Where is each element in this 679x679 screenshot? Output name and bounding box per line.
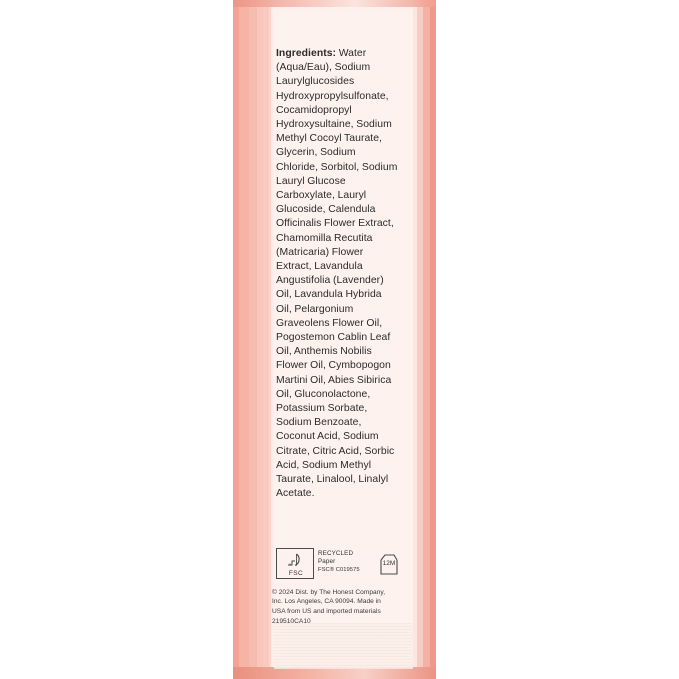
lot-code: 219510CA10 [272, 618, 311, 626]
ingredients-text [276, 47, 398, 502]
recycled-line-2: Paper [318, 558, 336, 566]
carton-top-edge [233, 0, 436, 7]
fsc-code: FSC® C019575 [318, 567, 360, 573]
legal-text [272, 588, 407, 627]
legal-line-2: Inc. Los Angeles, CA 90094. Made in [272, 598, 381, 606]
legal-line-3: USA from US and imported materials [272, 607, 381, 615]
fsc-label: FSC [288, 570, 304, 577]
ingredients-heading: Ingredients: [276, 48, 337, 59]
ingredients-list: Water (Aqua/Eau), Sodium Laurylglucosides Hydroxypropylsulfonate, Cocamidopropyl Hydroxysultaine, Sodium Methyl Cocoyl Taurate, Glycerin, Sodium Chloride, Sorbitol, Sodium Lauryl Glucose Carboxylate, Lauryl Glucoside, Calendula Officinalis Flower Extract, Chamomilla Recutita (Matricaria) Flower Extract, Lavandula Angustifolia (Lavender) Oil, Lavandula Hybrida Oil, Pelargonium Graveolens Flower Oil, Pogostemon Cablin Leaf Oil, Anthemis Nobilis Flower Oil, Cymbopogon Martini Oil, Abies Sibirica Oil, Gluconolactone, Potassium Sorbate, Sodium Benzoate, Coconut Acid, Sodium Citrate, Citric Acid, Sorbic Acid, Sodium Methyl Taurate, Linalool, Linalyl Acetate. [276, 48, 398, 500]
fsc-badge [276, 548, 314, 579]
recycled-line-1: RECYCLED [318, 550, 354, 557]
legal-line-1: © 2024 Dist. by The Honest Company, [272, 589, 386, 596]
fsc-tree-checkmark-icon [286, 552, 306, 568]
carton-panel-texture [274, 623, 413, 669]
certification-marks [276, 548, 400, 582]
pao-months-label: 12M [382, 560, 396, 567]
recycled-paper-label [318, 550, 353, 566]
